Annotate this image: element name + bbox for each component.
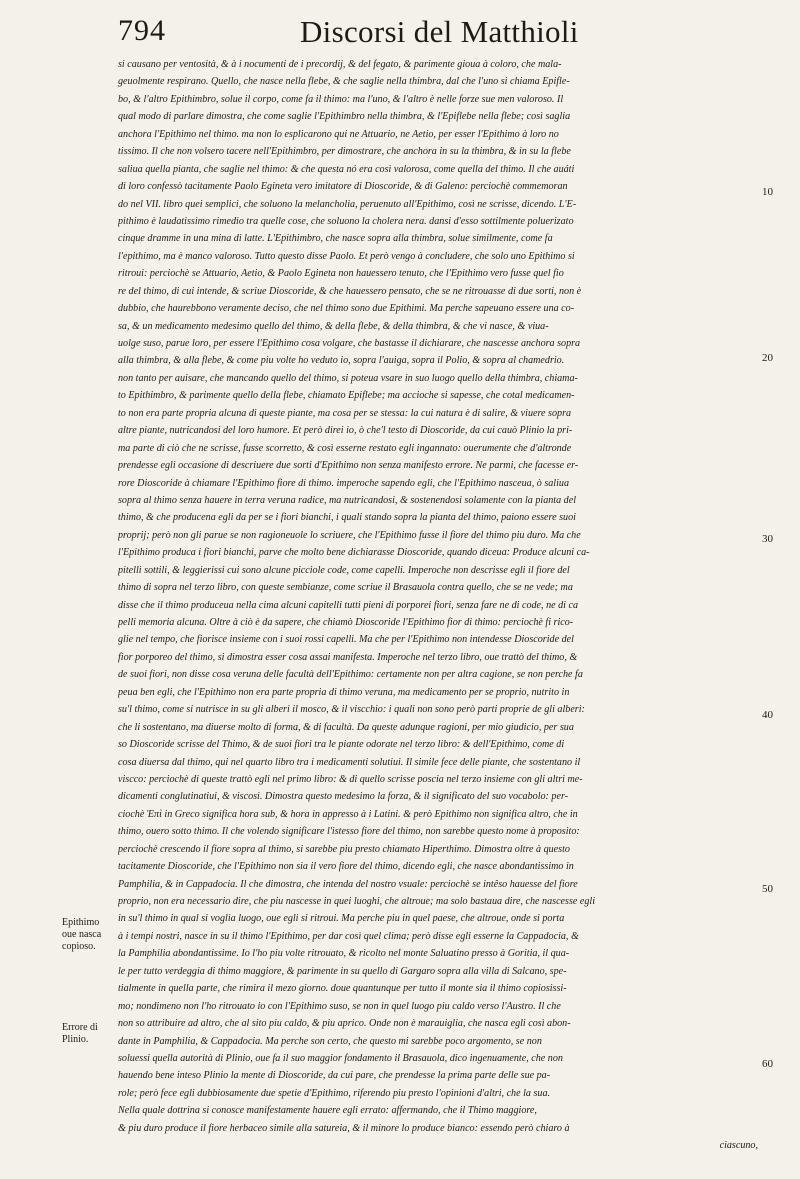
text-line: pitelli sottili, & leggierissi cui sono alcune picciole code, come capelli. Imperoche non descrisse egli il fiore del [118,564,570,576]
text-line: fior porporeo del thimo, si dimostra esser cosa assai manifesta. Imperoche nel terzo libro, oue trattò del thimo, & [118,651,578,663]
text-line: disse che il thimo produceua nella cima alcuni capitelli tutti pieni di porporei fiori, senza fare ne di code, ne di ca [118,599,579,611]
text-line: ciochè Ἐπὶ in Greco significa hora sub, & hora in appresso à i Latini. & però Epithimo non significa altro, che in [118,808,578,820]
text-line: proprio, non era necessario dire, che piu nascesse in quei luoghi, che altroue; ma solo bastaua dire, che nascesse egli [118,896,596,907]
text-line: dante in Pamphilia, & Cappadocia. Ma perche son certo, che questo mi sarebbe poco argomento, se non [118,1035,542,1047]
text-line: l'Epithimo produca i fiori bianchi, parve che molto bene dichiarasse Dioscoride, quando diceua: Produce alcuni ca- [118,547,590,559]
text-line: thimo, & che producena egli da per se i fiori bianchi, i quali stando sopra la pianta del thimo, paiono essere suoi [118,512,576,524]
text-line: role; però fece egli dubbiosamente due spetie d'Epithimo, riferendo piu presto l'opinioni d'altri, che la sua. [118,1087,551,1099]
line-number-10: 10 [762,186,773,198]
text-line: tissimo. Il che non volsero tacere nell'Epithimbro, per dimostrare, che anchora in su la thimbra, & in su la flebe [118,146,571,158]
text-line: so Dioscoride scrisse del Thimo, & de suoi fiori tra le piante odorate nel terzo libro: & dell'Epithimo, come di [118,739,565,751]
line-number-50: 50 [762,883,773,895]
text-line: geuolmente respirano. Quello, che nasce nella flebe, & che saglie nella thimbra, dal che l'uno si chiama Epifle- [118,76,570,88]
page-header [118,14,758,54]
text-line: dicamenti conglutinatiui, & viscosi. Dimostra questo medesimo la forza, & il significato del suo vocabolo: per- [118,791,569,803]
text-line: thimo di sopra nel terzo libro, con queste sembianze, come scriue il Brasauola contra quello, che se ne vede; ma [118,582,573,594]
text-line: & piu duro produce il fiore herbaceo simile alla satureia, & il minore lo produce bianco: essendo però chiaro à [118,1122,570,1134]
text-line: glie nel tempo, che fiorisce insieme con i suoi rossi capelli. Ma che per l'Epithimo non intendesse Dioscoride del [118,634,574,646]
line-number-40: 40 [762,709,773,721]
text-line: mo; nondimeno non l'ho ritrouato io con l'Epithimo suso, se non in quel luogo piu caldo verso l'Austro. Il che [118,1000,561,1012]
text-line: saliua quella pianta, che saglie nel thimo: & che questa nó era così valorosa, come quella del thimo. Il che auáti [118,163,575,175]
text-line: pelli memoria alcuna. Oltre à ciò è da sapere, che chiamò Dioscoride l'Epithimo fior di thimo: perciochè fi rico- [118,617,574,628]
text-line: rore Dioscoride à chiamare l'Epithimo fiore di thimo. imperoche sapendo egli, che l'Epithimo nasceua, ò saliua [118,477,569,489]
text-line: sopra al thimo senza hauere in terra veruna radice, ma nutricandosi, & sostenendosi solamente con la pianta del [118,494,577,506]
text-line: la Pamphilia abondantissime. Io l'ho piu volte ritrouato, & ricolto nel monte Saluatino presso à Goritia, il qua- [118,948,570,960]
text-line: qual modo di parlare dimostra, che come saglie l'Epithimbro nella thimbra, & l'Epiflebe nella flebe; così saglia [118,111,571,123]
text-line: to non era parte propria alcuna di queste piante, ma cosa per se stessa: la cui natura è di salire, & viuere sopra [118,407,572,419]
text-line: altre piante, nutricandosi del loro humore. Et però direi io, ò che'l testo di Dioscoride, da cui cauò Plinio la pri- [118,425,573,437]
text-line: in su'l thimo in qual si voglia luogo, oue egli si ritroui. Ma perche piu in quel paese, che altroue, onde si porta [118,913,565,925]
text-line: su'l thimo, come si nutrisce in su gli alberi il mosco, & il viscchio: i quali non sono però parti proprie de gli alberi: [118,704,585,716]
text-line: Pamphilia, & in Cappadocia. Il che dimostra, che intenda del nostro vsuale: perciochè se intêso hauesse del fiore [118,878,578,890]
catchword: ciascuno, [719,1140,758,1152]
text-line: tialmente in quella parte, che rimira il mezo giorno. doue quantunque per tutto il monte sia il thimo copiosissi- [118,983,567,995]
line-number-60: 60 [762,1058,773,1070]
text-line: to Epithimbro, & parimente quello della flebe, chiamato Epiflebe; ma accioche si sapesse, che cotal medicamen- [118,390,575,402]
text-line: viscco: perciochè di queste trattò egli nel primo libro: & di quello scrisse poscia nel terzo insieme con gli altri me- [118,773,583,785]
margin-note-errore: Errore di Plinio. [62,1022,98,1045]
text-line: perciochè crescendo il fiore sopra al thimo, si sarebbe piu presto chiamato Hiperthimo. Dimostra oltre à questo [118,843,570,855]
text-line: de suoi fiori, non disse cosa veruna delle facultà dell'Epithimo: certamente non per altra cagione, se non perche fa [118,669,583,681]
line-number-20: 20 [762,352,773,364]
running-title: Discorsi del Matthioli [300,14,579,49]
text-line: sa, & un medicamento medesimo quello del thimo, & della flebe, & della thimbra, & che vi nasce, & viua- [118,320,549,332]
text-line: le per tutto verdeggia di thimo maggiore, & parimente in su quello di Gargaro sopra alla villa di Salcano, spe- [118,965,567,977]
text-line: proprij; però non gli parue se non ragioneuole lo scriuere, che l'Epithimo fusse il fiore del thimo piu duro. Ma che [118,529,581,541]
text-line: alla thimbra, & alla flebe, & come piu volte ho veduto io, sopra l'auiga, sopra il Polio, & sopra al chamedrio. [118,355,565,367]
text-line: bo, & l'altro Epithimbro, solue il corpo, come fa il thimo: ma l'uno, & l'altro è nelle forze sue men valoroso. Il [118,93,564,105]
text-line: à i tempi nostri, nasce in su il thimo l'Epithimo, per dar così quel clima; però disse egli esserne la Cappadocia, & [118,930,579,942]
text-line: re del thimo, di cui intende, & scriue Dioscoride, & che hauessero pensato, che se ne ritrouasse di due sorti, non è [118,285,582,297]
text-line: cinque dramme in una mina di latte. L'Epithimbro, che nasce sopra alla thimbra, solue similmente, come fa [118,233,553,245]
line-number-30: 30 [762,533,773,545]
text-line: tacitamente Dioscoride, che l'Epithimo non sia il vero fiore del thimo, dicendo egli, che nasce abondantissimo in [118,861,574,873]
text-line: thimo, ouero sotto thimo. Il che volendo significare l'istesso fiore del thimo, non sarebbe questo nome à proposito: [118,826,580,838]
text-line: che li sostentano, ma diuerse molto di forma, & di facultà. Da queste adunque ragioni, per mio giudicio, per sua [118,721,574,733]
text-line: l'epithimo, ma è manco valoroso. Tutto questo disse Paolo. Et però vengo à concludere, che solo uno Epithimo si [118,250,575,262]
text-line: pithimo è laudatissimo rimedio tra quelle cose, che soluono la cholera nera. dansi d'esso sottilmente poluerizato [118,215,574,227]
text-line: ritroui: perciochè se Attuario, Aetio, & Paolo Egineta non hauessero tenuto, che l'Epithimo vero fusse quel fio [118,268,564,280]
text-line: non so attribuire ad altro, che al sito piu caldo, & piu aprico. Onde non è marauiglia, che nasca egli così abon- [118,1018,571,1030]
text-line: ma parte di ciò che ne scrisse, fusse scorretto, & così esserne restato egli ingannato: ouerumente che d'altronde [118,442,572,454]
text-line: di loro confessò tacitamente Paolo Egineta vero imitatore di Dioscoride, & di Galeno: perciochè commemoran [118,181,568,193]
text-line: uolge suso, parue loro, per essere l'Epithimo cosa volgare, che bastasse il dichiarare, che nascesse anchora sopra [118,338,581,349]
text-line: Nella quale dottrina si conosce manifestamente hauere egli errato: affermando, che il Thimo maggiore, [118,1105,537,1117]
text-line: dubbio, che haurebbono veramente deciso, che nel thimo sono due Epithimi. Ma perche sapeuano essere una co- [118,303,575,315]
text-line: hauendo bene inteso Plinio la mente di Dioscoride, da cui pare, che prendesse la prima parte delle sue pa- [118,1070,551,1082]
text-line: do nel VII. libro quei semplici, che soluono la melancholia, peruenuto all'Epithimo, così ne scrisse, dicendo. L'E- [118,198,577,210]
text-line: anchora l'Epithimo nel thimo. ma non lo esplicarono qui ne Attuario, ne Aetio, per esser l'Epithimo à loro no [118,128,559,140]
page-number: 794 [118,14,166,47]
text-line: non tanto per auisare, che mancando quello del thimo, si poteua vsare in suo luogo quello della thimbra, chiama- [118,372,578,384]
text-line: peua ben egli, che l'Epithimo non era parte propria di thimo veruna, ma medicamento per se proprio, nutrito in [118,686,570,698]
margin-note-epithimo: Epithimo oue nasca copioso. [62,917,102,952]
text-line: soluessi quella autorità di Plinio, oue fa il suo maggior fondamento il Brasauola, dico ingenuamente, che non [118,1052,563,1064]
body-text [118,56,758,1155]
text-line: prendesse egli occasione di descriuere due sorti d'Epithimo non senza manifesto errore. Ne parmi, che facesse er- [118,460,579,472]
text-line: cosa diuersa dal thimo, qui nel quarto libro tra i medicamenti solutiui. Il simile fece delle piante, che sostentano il [118,756,581,768]
text-line: si causano per ventosità, & à i nocumenti de i precordij, & del fegato, & parimente gioua à coloro, che mala- [118,59,562,70]
